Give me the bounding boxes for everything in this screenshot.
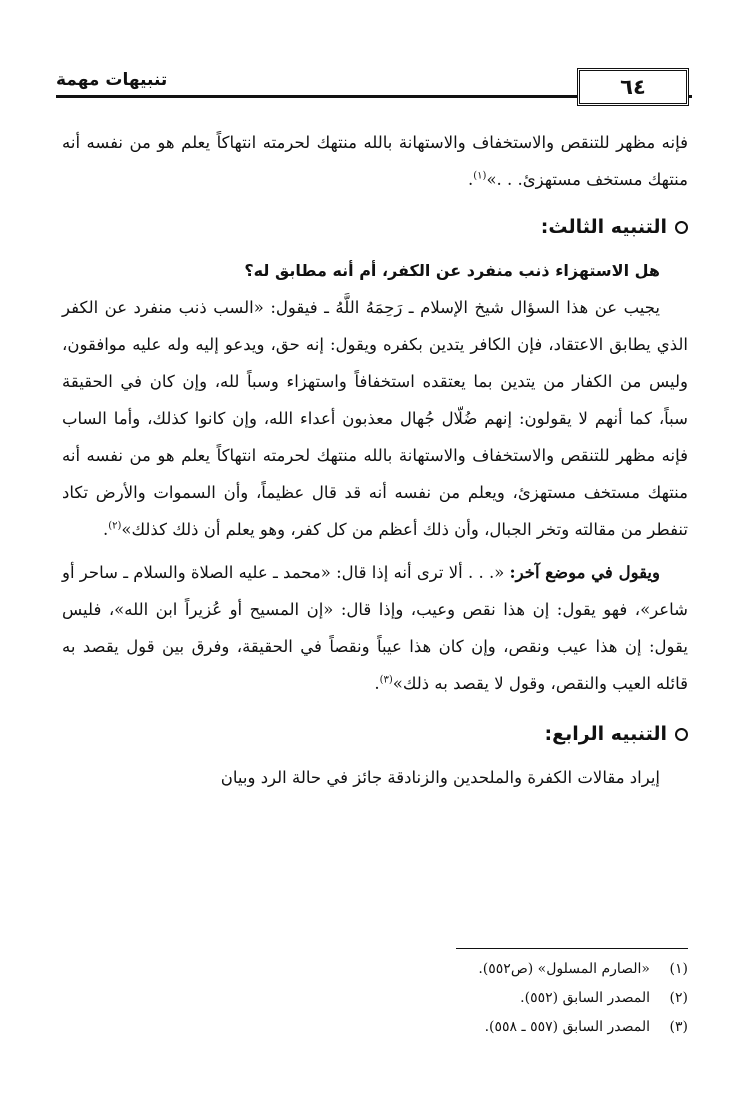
footnotes <box>62 948 688 1042</box>
paragraph-end: . <box>374 674 380 693</box>
footnote-ref-3: (٣) <box>379 674 393 686</box>
section-question: هل الاستهزاء ذنب منفرد عن الكفر، أم أنه مطابق له؟ <box>244 261 660 280</box>
paragraph-quote-1 <box>62 289 688 548</box>
paragraph-continuation <box>62 124 688 198</box>
page-body <box>62 124 688 796</box>
running-title: تنبيهات مهمة <box>56 70 168 90</box>
ring-bullet-icon <box>675 221 688 234</box>
page-number-box <box>577 68 689 106</box>
footnote-2: (٢)المصدر السابق (٥٥٢). <box>520 990 688 1006</box>
paragraph-text: «. . . ألا ترى أنه إذا قال: «محمد ـ عليه الصلاة والسلام ـ ساحر أو شاعر»، فهو يقول: إن هذا نقص وعيب، وإذا قال: «إن المسيح أو عُزيراً ابن الله»، فليس يقول: إن هذا عيب ونقص، وإن كان هذا عيباً ونقصاً في الحقيقة، وفرق بين قول يقصد به قائله العيب والنقص، وقول لا يقصد به ذلك» <box>62 563 688 693</box>
paragraph-lead: ويقول في موضع آخر: <box>509 563 660 582</box>
section-title: التنبيه الرابع: <box>544 723 667 745</box>
page-number: ٦٤ <box>620 75 646 99</box>
paragraph-text: فإنه مظهر للتنقص والاستخفاف والاستهانة بالله منتهك لحرمته انتهاكاً يعلم هو من نفسه أنه منتهك مستخف مستهزئ. . .» <box>62 133 688 189</box>
section-heading-third <box>62 209 688 245</box>
ring-bullet-icon <box>675 728 688 741</box>
footnote-ref-1: (١) <box>473 170 487 182</box>
paragraph-fourth: إيراد مقالات الكفرة والملحدين والزنادقة جائز في حالة الرد وبيان <box>220 768 660 787</box>
footnote-rule <box>456 948 688 949</box>
paragraph-text: يجيب عن هذا السؤال شيخ الإسلام ـ رَحِمَهُ اللَّهُ ـ فيقول: «السب ذنب منفرد عن الكفر الذي يطابق الاعتقاد، فإن الكافر يتدين بكفره ويقول: إنه حق، ويدعو إليه وله عليه موافقون، وليس من الكفار من يتدين بما يعتقده استخفافاً واستهزاء وسباً لله، وإن كان في الحقيقة سباً، كما أنهم لا يقولون: إنهم ضُلّال جُهال معذبون أعداء الله، وإن كانوا كذلك، وأما الساب فإنه مظهر للتنقص والاستخفاف والاستهانة بالله منتهك لحرمته انتهاكاً يعلم هو من نفسه أنه منتهك مستخف مستهزئ، ويعلم من نفسه أنه قد قال عظيماً، وأن السموات والأرض تكاد تنفطر من مقالته وتخر الجبال، وأن ذلك أعظم من كل كفر، وهو يعلم أن ذلك كذلك» <box>62 298 688 539</box>
paragraph-end: . <box>468 170 474 189</box>
section-title: التنبيه الثالث: <box>540 216 667 238</box>
paragraph-end: . <box>102 520 109 539</box>
footnote-ref-2: (٢) <box>108 520 122 532</box>
paragraph-quote-2 <box>62 554 688 702</box>
footnote-1: (١)«الصارم المسلول» (ص٥٥٢). <box>478 961 688 977</box>
page-header <box>56 68 692 114</box>
footnote-3: (٣)المصدر السابق (٥٥٧ ـ ٥٥٨). <box>484 1019 688 1035</box>
section-heading-fourth <box>62 716 688 752</box>
